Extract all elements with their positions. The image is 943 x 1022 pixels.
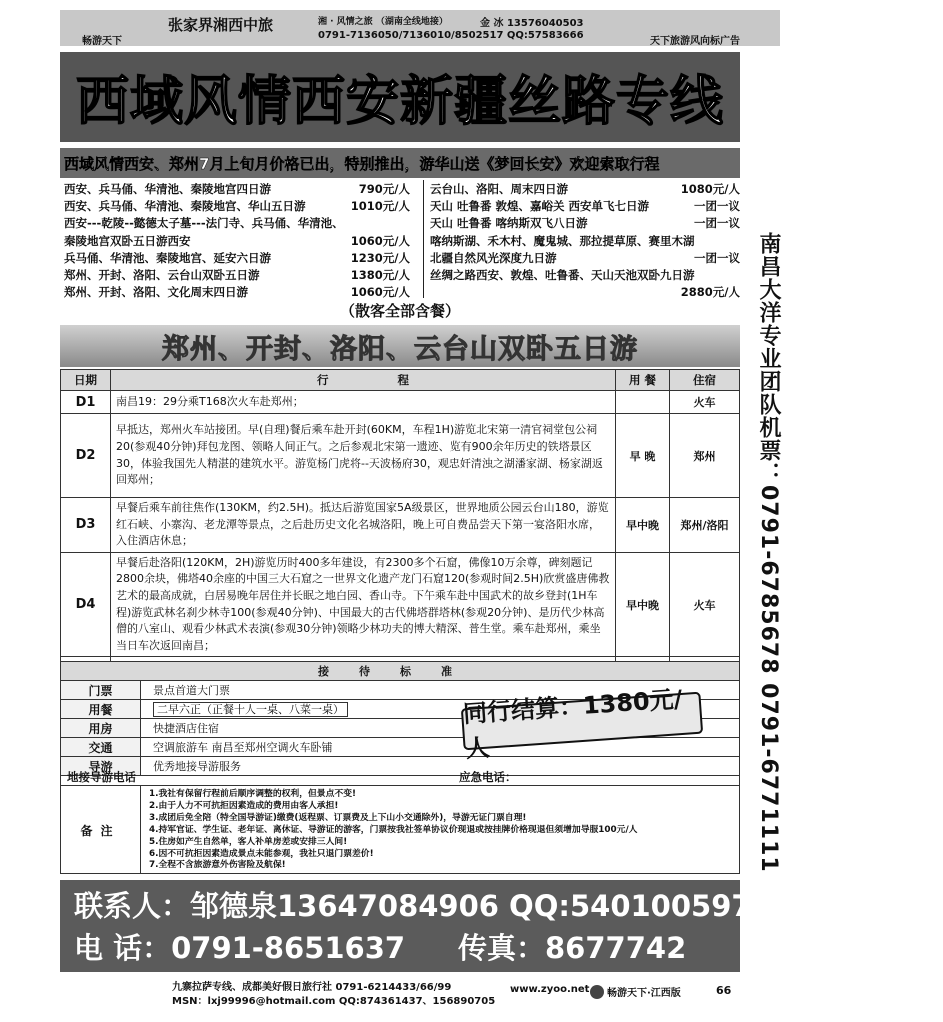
header-right-slogan: 天下旅游风向标广告: [650, 36, 740, 47]
price-row: [64, 181, 410, 198]
header-company-name: 张家界湘西中旅: [168, 16, 274, 34]
notes-label: 备注: [61, 786, 141, 874]
header-subtitle: 湘 · 风情之旅 （湖南全线地接）: [318, 17, 448, 27]
header-route: 行 程: [111, 370, 616, 391]
price-item-price: 1230元/人: [350, 250, 410, 265]
price-row: [64, 198, 410, 215]
price-item-name: 北疆自然风光深度九日游: [430, 250, 557, 265]
header-left-slogan: 畅游天下: [82, 36, 122, 47]
price-item-price: 1060元/人: [350, 233, 410, 248]
itinerary-day: D1: [61, 391, 111, 414]
itinerary-meal: 早中晚: [616, 552, 670, 657]
price-item-price: 1080元/人: [680, 182, 740, 196]
price-item-price: 一团一议: [694, 216, 740, 231]
price-item-name: 西安、兵马俑、华清池、秦陵地宫四日游: [64, 182, 271, 196]
itinerary-stay: 火车: [670, 552, 740, 657]
itinerary-day: D4: [61, 552, 111, 657]
footer-brand-text: 畅游天下·江西版: [607, 988, 681, 999]
main-title: 西域风情西安新疆丝路专线: [76, 71, 724, 132]
footer-line2: MSN：lxj99996@hotmail.com QQ:874361437、156890705: [172, 996, 496, 1007]
footer-brand: [590, 984, 681, 999]
price-item-name: 西安---乾陵--懿德太子墓---法门寺、兵马俑、华清池、: [64, 216, 344, 231]
itinerary-day: D2: [61, 414, 111, 498]
price-item-name: 兵马俑、华清池、秦陵地宫、延安六日游: [64, 250, 271, 265]
price-list-left: [64, 181, 410, 301]
note-item: 7.全程不含旅游意外伤害险及航保!: [149, 860, 286, 871]
contact-block: [60, 880, 943, 972]
itinerary-row: [61, 414, 740, 498]
standard-value: 空调旅游车 南昌至郑州空调火车卧铺: [141, 738, 740, 757]
price-item-name: 喀纳斯湖、禾木村、魔鬼城、那拉提草原、赛里木湖: [430, 233, 695, 248]
price-item-price: 790元/人: [358, 182, 410, 196]
price-item-name: 天山 吐鲁番 敦煌、嘉峪关 西安单飞七日游: [430, 199, 650, 214]
itinerary-row: [61, 391, 740, 414]
note-item: 2.由于人力不可抗拒因素造成的费用由客人承担!: [149, 800, 339, 811]
price-item-price: 1060元/人: [350, 285, 410, 300]
price-item-name: 丝绸之路西安、敦煌、吐鲁番、天山天池双卧九日游: [430, 268, 695, 283]
footer-website: www.zyoo.net: [510, 984, 590, 995]
price-row: [64, 215, 410, 232]
price-divider: [423, 180, 424, 298]
price-item-name: 郑州、开封、洛阳、文化周末四日游: [64, 285, 248, 300]
promo-banner: [60, 148, 740, 178]
header-day: 日期: [61, 370, 111, 391]
footer-line1: 九寨拉萨专线、成都美好假日旅行社 0791-6214433/66/99: [172, 982, 452, 993]
side-advertisement: 南昌大洋专业团队机票：0791-6785678 0791-6771111: [756, 232, 781, 873]
itinerary-day: D3: [61, 498, 111, 553]
itinerary-desc: 早餐后赴洛阳(120KM，2H)游览历时400多年建设，有2300多个石窟，佛像10万余尊，碑刻题记2800余块，佛塔40余座的中国三大石窟之一世界文化遗产龙门石窟120(参观时间2.5H)欣赏盛唐佛教艺术的最高成就，白居易晚年居住并长眠之地白园、香山寺。下午乘车赴中国武术的故乡登封(1H车程)游览武林名刹少林寺100(参观40分钟)、中国最大的古代佛塔群塔林(参观20分钟)、是历代少林高僧的八室山、观看少林武术表演(参观30分钟)领略少林功夫的博大精深、普生堂。乘车赴郑州，乘坐当日车次返回南昌；: [111, 552, 616, 657]
header-stay: 住宿: [670, 370, 740, 391]
itinerary-meal: 早 晚: [616, 414, 670, 498]
header-meal: 用 餐: [616, 370, 670, 391]
price-row: [430, 250, 740, 267]
price-row: [430, 233, 740, 250]
itinerary-row: [61, 552, 740, 657]
itinerary-row: [61, 498, 740, 553]
standard-key: 用餐: [61, 700, 141, 719]
header-tel-qq: 0791-7136050/7136010/8502517 QQ:57583666: [318, 30, 584, 41]
itinerary-table: [60, 369, 740, 679]
standard-value: 快捷酒店住宿: [141, 719, 740, 738]
note-item: 3.成团后免全陪（特全国导游证)缴费(返程票、订票费及上下山小交通除外)，导游无证门票自理!: [149, 812, 527, 823]
note-item: 6.因不可抗拒因素造成景点未能参观，我社只退门票差价!: [149, 848, 374, 859]
price-row: [430, 215, 740, 232]
guide-phone-row: [60, 767, 740, 786]
meal-standard-box: 二早六正（正餐十人一桌、八菜一桌）: [153, 702, 348, 717]
contact-person: 联系人：邹德泉13647084906 QQ:540100597 767381720: [74, 889, 943, 923]
route-title: 郑州、开封、洛阳、云台山双卧五日游: [162, 333, 638, 365]
main-title-banner: [60, 52, 740, 142]
page-number: 66: [716, 984, 732, 997]
itinerary-desc: 早抵达，郑州火车站接团。早(自理)餐后乘车赴开封(60KM，车程1H)游览北宋第一清官祠堂包公祠20(参观40分钟)拜包龙图、领略人间正气。之后参观北宋第一遗迹、览有900余年历史的铁塔景区30，体验我国先人精湛的建筑水平。游览杨门虎将--天波杨府30，观忠奸清浊之湖潘家湖、杨家湖返回郑州；: [111, 414, 616, 498]
all-meals-note: （散客全部含餐）: [339, 302, 460, 320]
price-row: [430, 181, 740, 198]
note-item: 1.我社有保留行程前后顺序调整的权利，但景点不变!: [149, 789, 357, 799]
emergency-phone-label: 应急电话：: [459, 770, 517, 784]
itinerary-stay: 火车: [670, 391, 740, 414]
brand-logo-icon: [590, 985, 604, 999]
header-contact: 金 冰 13576040503: [480, 18, 584, 29]
itinerary-header-row: [61, 370, 740, 391]
route-title-banner: [60, 325, 740, 367]
price-item-price: 1380元/人: [350, 268, 410, 283]
price-row: [430, 267, 740, 284]
itinerary-meal: 早中晚: [616, 498, 670, 553]
price-row: [64, 267, 410, 284]
standard-key: 门票: [61, 681, 141, 700]
note-item: 4.持军官证、学生证、老年证、离休证、导游证的游客，门票按我社签单协议价现退或按挂牌价格现退但须增加导服100元/人: [149, 824, 638, 835]
standard-value: 优秀地接导游服务: [141, 757, 740, 776]
promo-text: 西域风情西安、郑州7月上旬月价格已出，特别推出，游华山送《梦回长安》欢迎索取行程: [64, 154, 660, 173]
standard-key: 导游: [61, 757, 141, 776]
price-row: [430, 284, 740, 301]
price-item-price: 2880元/人: [680, 285, 740, 300]
itinerary-stay: 郑州: [670, 414, 740, 498]
price-item-name: 郑州、开封、洛阳、云台山双卧五日游: [64, 268, 260, 283]
standard-heading-row: [61, 662, 740, 681]
price-item-price: 一团一议: [694, 250, 740, 265]
contact-phone: 电 话：0791-8651637: [74, 931, 406, 965]
price-item-price: 一团一议: [694, 199, 740, 214]
price-row: [64, 284, 410, 301]
standard-key: 交通: [61, 738, 141, 757]
header-strip: [60, 10, 780, 46]
itinerary-desc: 南昌19：29分乘T168次火车赴郑州；: [111, 391, 616, 414]
price-item-name: 秦陵地宫双卧五日游西安: [64, 233, 191, 248]
notes-section: [60, 786, 740, 874]
price-item-price: 1010元/人: [350, 199, 410, 214]
itinerary-stay: 郑州/洛阳: [670, 498, 740, 553]
price-row: [64, 233, 410, 250]
standard-key: 用房: [61, 719, 141, 738]
contact-fax: 传真：8677742: [458, 931, 687, 965]
price-item-name: 天山 吐鲁番 喀纳斯双飞八日游: [430, 216, 588, 231]
notes-list: [149, 789, 737, 872]
price-row: [430, 198, 740, 215]
guide-phone-label: 地接导游电话: [67, 770, 136, 784]
price-row: [64, 250, 410, 267]
settlement-price: 同行结算：1380元/人: [462, 684, 684, 764]
note-item: 5.住房如产生自然单，客人补单房差或安排三人间!: [149, 836, 348, 847]
price-item-name: 西安、兵马俑、华清池、秦陵地宫、华山五日游: [64, 199, 306, 214]
standard-heading: 接待标准: [61, 662, 740, 681]
standard-value: 景点首道大门票: [141, 681, 740, 700]
itinerary-meal: [616, 391, 670, 414]
price-item-name: 云台山、洛阳、周末四日游: [430, 182, 568, 196]
settlement-price-stamp: [461, 684, 703, 764]
itinerary-desc: 早餐后乘车前往焦作(130KM，约2.5H)。抵达后游览国家5A级景区，世界地质公园云台山180，游览红石峡、小寨沟、老龙潭等景点，之后赴历史文化名城洛阳，晚上可自费品尝天下第一宴洛阳水席，入住酒店休息；: [111, 498, 616, 553]
price-list-right: [430, 181, 740, 301]
